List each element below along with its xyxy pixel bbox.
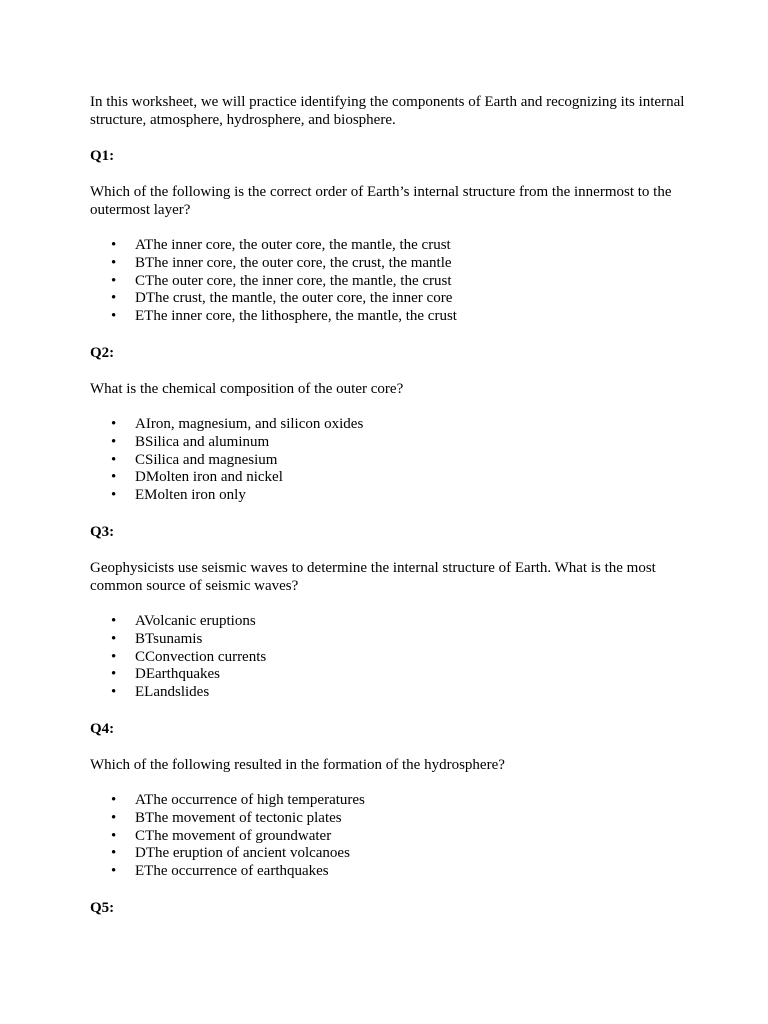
bullet-icon: •: [111, 433, 117, 450]
option-text: EMolten iron only: [135, 487, 246, 504]
answer-options-list: [90, 416, 690, 505]
question-label: Q1:: [90, 148, 115, 164]
bullet-icon: •: [111, 290, 117, 307]
option-text: CThe outer core, the inner core, the mantle, the crust: [135, 272, 452, 289]
bullet-icon: •: [111, 415, 117, 432]
option-text: BThe inner core, the outer core, the crust, the mantle: [135, 254, 452, 271]
option-text: BTsunamis: [135, 630, 203, 647]
answer-option[interactable]: [111, 648, 690, 667]
question-2: [90, 344, 690, 505]
answer-option[interactable]: [111, 630, 690, 649]
question-text: Which of the following is the correct order of Earth’s internal structure from the innermost to the outermost layer?: [90, 184, 672, 218]
answer-option[interactable]: [111, 469, 690, 487]
answer-option[interactable]: [111, 684, 690, 702]
option-text: CSilica and magnesium: [135, 451, 278, 468]
option-text: AIron, magnesium, and silicon oxides: [135, 415, 364, 432]
worksheet-page: [90, 93, 690, 917]
option-text: DThe eruption of ancient volcanoes: [135, 845, 350, 862]
bullet-icon: •: [111, 612, 117, 629]
answer-option[interactable]: [111, 272, 690, 291]
question-label: Q4:: [90, 720, 115, 737]
answer-option[interactable]: [111, 254, 690, 273]
answer-option[interactable]: [111, 791, 690, 810]
answer-option[interactable]: [111, 827, 690, 846]
intro-paragraph: In this worksheet, we will practice identifying the components of Earth and recognizing its internal structure, atmosphere, hydrosphere, and biosphere.: [90, 94, 685, 128]
answer-options-list: [90, 237, 690, 326]
bullet-icon: •: [111, 451, 117, 468]
bullet-icon: •: [111, 684, 117, 701]
question-label: Q3:: [90, 523, 115, 540]
answer-option[interactable]: [111, 290, 690, 308]
bullet-icon: •: [111, 487, 117, 504]
question-1: [90, 147, 690, 326]
answer-options-list: [90, 613, 690, 702]
question-text: What is the chemical composition of the outer core?: [90, 380, 404, 397]
bullet-icon: •: [111, 237, 117, 253]
answer-option[interactable]: [111, 308, 690, 326]
bullet-icon: •: [111, 845, 117, 862]
bullet-icon: •: [111, 308, 117, 325]
bullet-icon: •: [111, 666, 117, 683]
question-3: [90, 523, 690, 702]
option-text: ELandslides: [135, 684, 210, 701]
option-text: DEarthquakes: [135, 666, 220, 683]
answer-option[interactable]: [111, 487, 690, 505]
question-label: Q5:: [90, 899, 115, 916]
bullet-icon: •: [111, 469, 117, 486]
bullet-icon: •: [111, 648, 117, 665]
option-text: CThe movement of groundwater: [135, 827, 332, 844]
answer-option[interactable]: [111, 666, 690, 684]
question-text: Geophysicists use seismic waves to determine the internal structure of Earth. What is the most common source of seismic waves?: [90, 559, 656, 594]
option-text: AThe occurrence of high temperatures: [135, 791, 365, 808]
bullet-icon: •: [111, 791, 117, 808]
option-text: EThe occurrence of earthquakes: [135, 863, 329, 880]
answer-option[interactable]: [111, 237, 690, 255]
answer-options-list: [90, 792, 690, 881]
option-text: DMolten iron and nickel: [135, 469, 283, 486]
answer-option[interactable]: [111, 415, 690, 434]
bullet-icon: •: [111, 272, 117, 289]
question-4: [90, 720, 690, 881]
answer-option[interactable]: [111, 451, 690, 470]
option-text: BSilica and aluminum: [135, 433, 270, 450]
bullet-icon: •: [111, 827, 117, 844]
option-text: DThe crust, the mantle, the outer core, the inner core: [135, 290, 453, 307]
option-text: AThe inner core, the outer core, the mantle, the crust: [135, 237, 451, 253]
answer-option[interactable]: [111, 612, 690, 631]
answer-option[interactable]: [111, 845, 690, 863]
option-text: BThe movement of tectonic plates: [135, 809, 342, 826]
bullet-icon: •: [111, 809, 117, 826]
question-5: [90, 899, 690, 917]
answer-option[interactable]: [111, 863, 690, 881]
option-text: AVolcanic eruptions: [135, 612, 256, 629]
bullet-icon: •: [111, 630, 117, 647]
question-label: Q2:: [90, 344, 115, 361]
question-text: Which of the following resulted in the formation of the hydrosphere?: [90, 756, 505, 773]
option-text: EThe inner core, the lithosphere, the mantle, the crust: [135, 308, 457, 325]
option-text: CConvection currents: [135, 648, 267, 665]
answer-option[interactable]: [111, 433, 690, 452]
answer-option[interactable]: [111, 809, 690, 828]
bullet-icon: •: [111, 863, 117, 880]
bullet-icon: •: [111, 254, 117, 271]
